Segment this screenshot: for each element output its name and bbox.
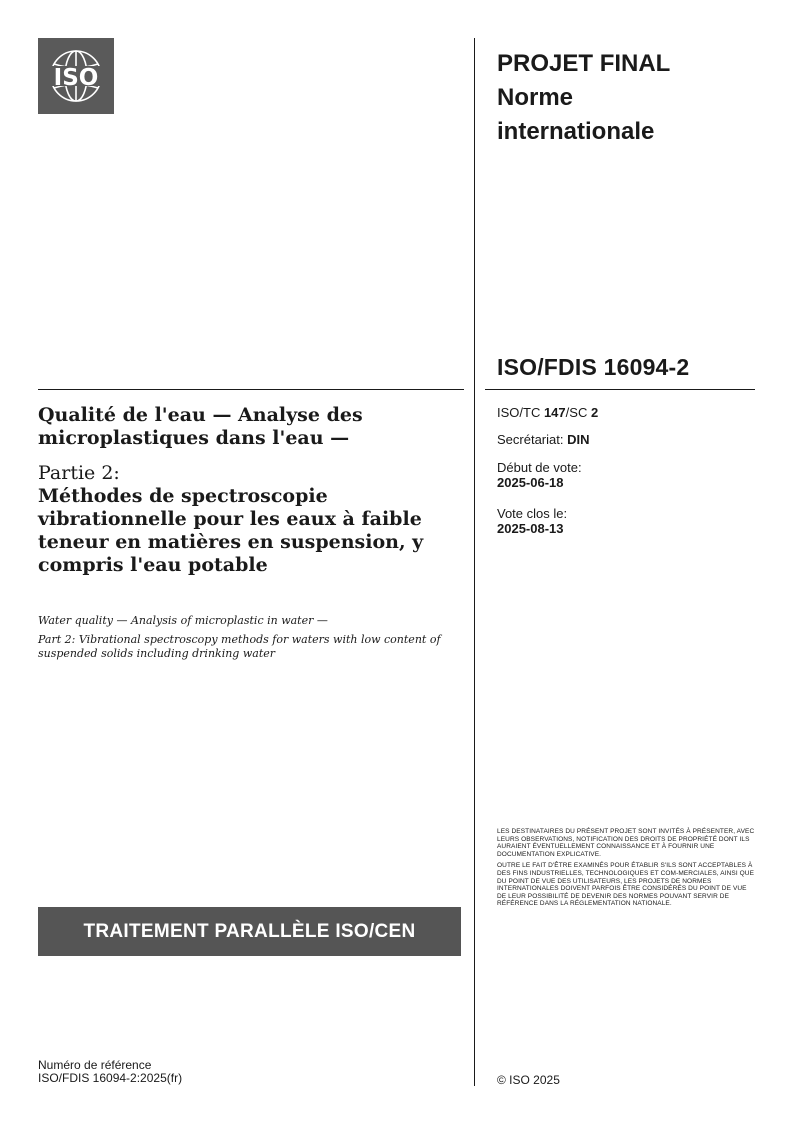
reference-label: Numéro de référence [38,1058,152,1072]
notice-paragraph-2: OUTRE LE FAIT D'ÊTRE EXAMINÉS POUR ÉTABLIR S'ILS SONT ACCEPTABLES À DES FINS INDUSTRIELLES, TECHNOLOGIQUES ET COM-MERCIALES, AINSI QUE DU POINT DE VUE DES UTILISATEURS, LES PROJETS DE NORMES INTERNATIONALES DOIVENT PARFOIS ÊTRE CONSIDÉRÉS DU POINT DE VUE DE LEUR POSSIBILITÉ DE DEVENIR DES NORMES POUVANT SERVIR DE RÉFÉRENCE DANS LA RÉGLEMENTATION NATIONALE. [497,862,755,908]
french-title-block [38,404,458,577]
vote-end [497,506,567,536]
secretariat [497,432,589,447]
secretariat-label: Secrétariat: [497,432,568,447]
english-title-block [38,614,458,666]
reference-number-block [38,1059,182,1085]
draft-notice [497,828,757,912]
iso-globe-icon [38,38,114,114]
committee-reference [497,405,598,420]
column-divider-bottom [474,389,475,1086]
iso-logo-text: ISO [53,65,99,91]
tc-number: 147 [543,405,566,420]
title-main: Qualité de l'eau — Analyse des microplastiques dans l'eau — [38,404,363,449]
vote-start-label: Début de vote: [497,460,582,475]
sc-number: 2 [590,405,599,420]
parallel-processing-banner: TRAITEMENT PARALLÈLE ISO/CEN [38,907,461,956]
secretariat-value: DIN [567,432,590,447]
vote-end-date: 2025-08-13 [497,521,564,536]
committee-prefix: ISO/TC [497,405,544,420]
vote-start [497,460,582,490]
document-number: ISO/FDIS 16094-2 [497,354,690,380]
iso-logo [38,38,114,114]
part-title: Méthodes de spectroscopie vibrationnelle pour les eaux à faible teneur en matières en suspension, y compris l'eau potable [38,485,424,576]
part-label: Partie 2: [38,462,120,484]
status-label: PROJET FINAL [497,50,671,77]
doc-type-line-1: Norme [497,84,574,111]
title-rule-left [38,389,464,390]
document-type-heading [497,47,767,149]
doc-type-line-2: internationale [497,118,655,145]
english-title-part: Part 2: Vibrational spectroscopy methods for waters with low content of suspended solids including drinking water [38,633,441,660]
sc-separator: /SC [565,405,591,420]
vote-start-date: 2025-06-18 [497,475,564,490]
vote-end-label: Vote clos le: [497,506,568,521]
copyright-notice: © ISO 2025 [497,1073,560,1087]
column-divider-top [474,38,475,390]
english-title-main: Water quality — Analysis of microplastic in water — [38,614,328,627]
title-rule-right [485,389,755,390]
reference-value: ISO/FDIS 16094-2:2025(fr) [38,1071,183,1085]
notice-paragraph-1: LES DESTINATAIRES DU PRÉSENT PROJET SONT INVITÉS À PRÉSENTER, AVEC LEURS OBSERVATIONS, NOTIFICATION DES DROITS DE PROPRIÉTÉ DONT ILS AURAIENT ÉVENTUELLEMENT CONNAISSANCE ET À FOURNIR UNE DOCUMENTATION EXPLICATIVE. [497,828,755,858]
